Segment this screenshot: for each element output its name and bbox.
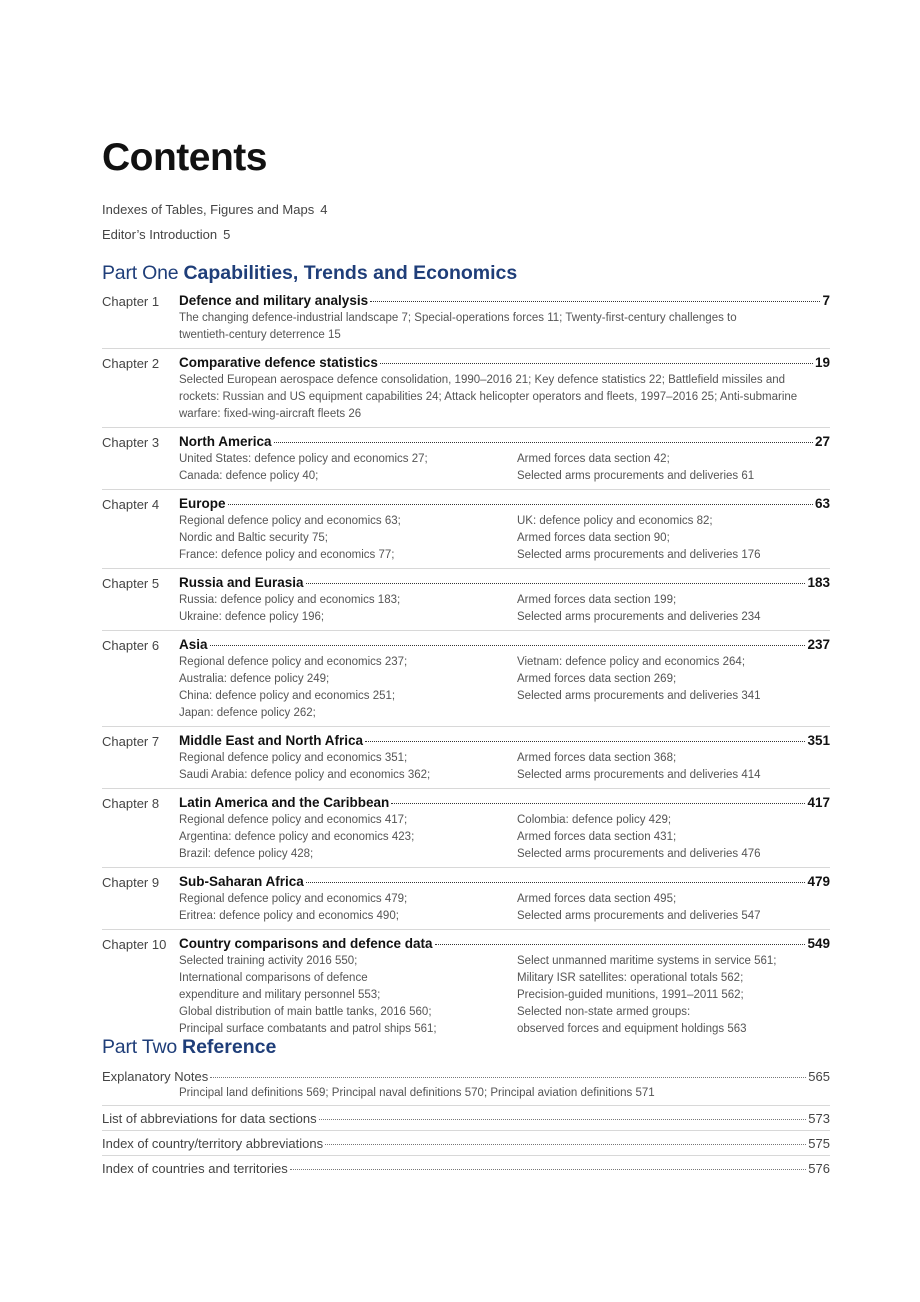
- section-item: Armed forces data section 431;: [517, 831, 677, 843]
- section-item: Regional defence policy and economics 237;: [179, 656, 408, 668]
- section-item: UK: defence policy and economics 82;: [517, 515, 713, 527]
- reference-page: 565: [808, 1069, 830, 1084]
- reference-row: [102, 1160, 830, 1177]
- chapter-title: Defence and military analysis: [179, 293, 369, 308]
- chapter-number: Chapter 8: [102, 796, 160, 811]
- chapter-description: [179, 372, 830, 423]
- reference-entry[interactable]: [102, 1156, 830, 1180]
- chapter-body: [179, 873, 830, 925]
- sections-left-column: [179, 592, 517, 626]
- dot-leader: [365, 741, 805, 742]
- section-item: Selected arms procurements and deliveries 341: [517, 690, 761, 702]
- section-item: Eritrea: defence policy and economics 490;: [179, 910, 399, 922]
- chapter-page: 549: [807, 936, 830, 951]
- chapter-entry[interactable]: [102, 873, 830, 930]
- chapter-description-line: The changing defence-industrial landscape 7; Special-operations forces 11; Twenty-first-century challenges to: [179, 312, 737, 324]
- chapter-entry[interactable]: [102, 433, 830, 490]
- sections-right-column: [517, 812, 830, 863]
- section-item: Argentina: defence policy and economics 423;: [179, 831, 415, 843]
- sections-right-column: [517, 953, 830, 1038]
- section-item: Armed forces data section 199;: [517, 594, 677, 606]
- chapter-title-row[interactable]: [179, 935, 830, 953]
- chapter-body: [179, 935, 830, 1038]
- sections-right-column: [517, 654, 830, 722]
- part-label: Part Two: [102, 1036, 177, 1058]
- chapter-title-row[interactable]: [179, 574, 830, 592]
- chapter-title: North America: [179, 434, 272, 449]
- chapter-body: [179, 354, 830, 423]
- dot-leader: [210, 1077, 806, 1078]
- sections-right-column: [517, 891, 830, 925]
- section-item: France: defence policy and economics 77;: [179, 549, 395, 561]
- section-item: Selected arms procurements and deliveries 176: [517, 549, 761, 561]
- part-title: Capabilities, Trends and Economics: [183, 262, 518, 284]
- chapter-body: [179, 794, 830, 863]
- chapter-sections: [179, 812, 830, 863]
- section-item: Japan: defence policy 262;: [179, 707, 316, 719]
- chapter-number: Chapter 9: [102, 875, 160, 890]
- chapter-number: Chapter 2: [102, 356, 160, 371]
- section-item: Principal surface combatants and patrol ships 561;: [179, 1023, 437, 1035]
- chapter-body: [179, 732, 830, 784]
- intro-item-indexes[interactable]: [102, 202, 327, 217]
- chapter-description-line: rockets: Russian and US equipment capabilities 24; Attack helicopter operators and fleets, 1997–2016 25; Anti-submarine: [179, 391, 798, 403]
- sections-left-column: [179, 953, 517, 1038]
- section-item: Selected arms procurements and deliveries 414: [517, 769, 761, 781]
- section-item: Selected arms procurements and deliveries 476: [517, 848, 761, 860]
- section-item: Australia: defence policy 249;: [179, 673, 330, 685]
- section-item: Armed forces data section 269;: [517, 673, 677, 685]
- chapter-page: 27: [814, 434, 830, 449]
- chapter-title-row[interactable]: [179, 636, 830, 654]
- dot-leader: [306, 882, 806, 883]
- section-item: Selected arms procurements and deliveries 547: [517, 910, 761, 922]
- chapter-number: Chapter 6: [102, 638, 160, 653]
- section-item: Russia: defence policy and economics 183;: [179, 594, 401, 606]
- chapter-title: Middle East and North Africa: [179, 733, 364, 748]
- chapter-number: Chapter 10: [102, 937, 167, 952]
- dot-leader: [210, 645, 806, 646]
- dot-leader: [380, 363, 813, 364]
- chapter-entry[interactable]: [102, 292, 830, 349]
- reference-row: [102, 1135, 830, 1152]
- section-item: Armed forces data section 90;: [517, 532, 670, 544]
- chapter-title-row[interactable]: [179, 292, 830, 310]
- section-item: Vietnam: defence policy and economics 264;: [517, 656, 746, 668]
- sections-left-column: [179, 654, 517, 722]
- sections-left-column: [179, 513, 517, 564]
- dot-leader: [435, 944, 806, 945]
- chapter-sections: [179, 592, 830, 626]
- chapter-number: Chapter 4: [102, 497, 160, 512]
- reference-label: Explanatory Notes: [102, 1069, 209, 1084]
- chapter-title-row[interactable]: [179, 873, 830, 891]
- chapter-number: Chapter 7: [102, 734, 160, 749]
- sections-left-column: [179, 812, 517, 863]
- reference-row: [102, 1110, 830, 1127]
- chapter-entry[interactable]: [102, 935, 830, 1042]
- chapter-title: Sub-Saharan Africa: [179, 874, 304, 889]
- chapter-title-row[interactable]: [179, 495, 830, 513]
- part-title: Reference: [182, 1036, 277, 1058]
- page-title: Contents: [102, 136, 267, 179]
- section-item: Selected non-state armed groups:: [517, 1006, 691, 1018]
- section-item: Regional defence policy and economics 63;: [179, 515, 401, 527]
- sections-right-column: [517, 513, 830, 564]
- section-item: Military ISR satellites: operational totals 562;: [517, 972, 744, 984]
- section-item: Selected arms procurements and deliveries 234: [517, 611, 761, 623]
- intro-label: Editor’s Introduction: [102, 227, 218, 242]
- section-item: Regional defence policy and economics 479;: [179, 893, 408, 905]
- chapter-number: Chapter 5: [102, 576, 160, 591]
- section-item: Armed forces data section 368;: [517, 752, 677, 764]
- dot-leader: [228, 504, 813, 505]
- sections-left-column: [179, 451, 517, 485]
- section-item: expenditure and military personnel 553;: [179, 989, 381, 1001]
- section-item: Regional defence policy and economics 417;: [179, 814, 408, 826]
- chapter-description-line: warfare: fixed-wing-aircraft fleets 26: [179, 408, 362, 420]
- chapter-entry[interactable]: [102, 794, 830, 868]
- chapter-description: [179, 310, 830, 344]
- chapter-page: 183: [807, 575, 830, 590]
- section-item: Ukraine: defence policy 196;: [179, 611, 325, 623]
- chapter-number: Chapter 1: [102, 294, 160, 309]
- chapter-title-row[interactable]: [179, 732, 830, 750]
- chapter-page: 63: [814, 496, 830, 511]
- chapter-title: Country comparisons and defence data: [179, 936, 433, 951]
- chapter-sections: [179, 513, 830, 564]
- section-item: Colombia: defence policy 429;: [517, 814, 672, 826]
- chapter-title: Comparative defence statistics: [179, 355, 378, 370]
- reference-label: Index of countries and territories: [102, 1161, 288, 1176]
- section-item: Precision-guided munitions, 1991–2011 562;: [517, 989, 744, 1001]
- dot-leader: [325, 1144, 806, 1145]
- chapter-title-row[interactable]: [179, 433, 830, 451]
- chapter-entry[interactable]: [102, 732, 830, 789]
- reference-page: 573: [808, 1111, 830, 1126]
- chapter-body: [179, 433, 830, 485]
- section-item: United States: defence policy and economics 27;: [179, 453, 428, 465]
- section-item: International comparisons of defence: [179, 972, 368, 984]
- chapter-page: 351: [807, 733, 830, 748]
- reference-entry[interactable]: [102, 1064, 830, 1106]
- section-item: Selected arms procurements and deliveries 61: [517, 470, 755, 482]
- reference-row: [102, 1068, 830, 1085]
- intro-page: 5: [223, 227, 231, 242]
- chapter-sections: [179, 891, 830, 925]
- section-item: Global distribution of main battle tanks, 2016 560;: [179, 1006, 432, 1018]
- chapter-title-row[interactable]: [179, 354, 830, 372]
- dot-leader: [274, 442, 813, 443]
- sections-right-column: [517, 451, 830, 485]
- chapter-entry[interactable]: [102, 636, 830, 727]
- sections-left-column: [179, 750, 517, 784]
- section-item: Canada: defence policy 40;: [179, 470, 319, 482]
- chapter-sections: [179, 750, 830, 784]
- part-one-heading: [102, 262, 517, 285]
- reference-list: [102, 1064, 830, 1180]
- chapter-page: 19: [814, 355, 830, 370]
- chapter-title: Russia and Eurasia: [179, 575, 304, 590]
- section-item: Select unmanned maritime systems in service 561;: [517, 955, 777, 967]
- dot-leader: [391, 803, 805, 804]
- part-two-heading: [102, 1036, 276, 1059]
- section-item: Armed forces data section 495;: [517, 893, 677, 905]
- chapter-page: 479: [807, 874, 830, 889]
- dot-leader: [319, 1119, 807, 1120]
- chapter-number: Chapter 3: [102, 435, 160, 450]
- dot-leader: [290, 1169, 807, 1170]
- chapter-sections: [179, 451, 830, 485]
- chapter-description-line: twentieth-century deterrence 15: [179, 329, 341, 341]
- chapter-sections: [179, 953, 830, 1038]
- chapter-body: [179, 495, 830, 564]
- intro-label: Indexes of Tables, Figures and Maps: [102, 202, 315, 217]
- reference-entry[interactable]: [102, 1106, 830, 1131]
- chapter-body: [179, 574, 830, 626]
- chapter-list: [102, 292, 830, 1047]
- reference-entry[interactable]: [102, 1131, 830, 1156]
- section-item: Brazil: defence policy 428;: [179, 848, 314, 860]
- reference-label: List of abbreviations for data sections: [102, 1111, 317, 1126]
- chapter-page: 7: [822, 293, 830, 308]
- section-item: Selected training activity 2016 550;: [179, 955, 358, 967]
- chapter-title: Latin America and the Caribbean: [179, 795, 390, 810]
- reference-subitems: Principal land definitions 569; Principal naval definitions 570; Principal aviation definitions 571: [179, 1087, 655, 1099]
- sections-right-column: [517, 592, 830, 626]
- intro-page: 4: [320, 202, 328, 217]
- part-label: Part One: [102, 262, 179, 284]
- section-item: Saudi Arabia: defence policy and economics 362;: [179, 769, 431, 781]
- sections-right-column: [517, 750, 830, 784]
- chapter-body: [179, 292, 830, 344]
- chapter-title: Europe: [179, 496, 226, 511]
- chapter-title: Asia: [179, 637, 208, 652]
- section-item: China: defence policy and economics 251;: [179, 690, 396, 702]
- reference-page: 576: [808, 1161, 830, 1176]
- section-item: Nordic and Baltic security 75;: [179, 532, 328, 544]
- chapter-page: 237: [807, 637, 830, 652]
- reference-label: Index of country/territory abbreviations: [102, 1136, 324, 1151]
- chapter-entry[interactable]: [102, 574, 830, 631]
- intro-item-editors-introduction[interactable]: [102, 227, 230, 242]
- chapter-description-line: Selected European aerospace defence consolidation, 1990–2016 21; Key defence statistics 22; Battlefield missiles and: [179, 374, 786, 386]
- chapter-sections: [179, 654, 830, 722]
- chapter-page: 417: [807, 795, 830, 810]
- chapter-entry[interactable]: [102, 354, 830, 428]
- dot-leader: [306, 583, 806, 584]
- section-item: Regional defence policy and economics 351;: [179, 752, 408, 764]
- sections-left-column: [179, 891, 517, 925]
- chapter-entry[interactable]: [102, 495, 830, 569]
- reference-page: 575: [808, 1136, 830, 1151]
- dot-leader: [370, 301, 820, 302]
- chapter-title-row[interactable]: [179, 794, 830, 812]
- section-item: Armed forces data section 42;: [517, 453, 670, 465]
- chapter-body: [179, 636, 830, 722]
- section-item: observed forces and equipment holdings 563: [517, 1023, 747, 1035]
